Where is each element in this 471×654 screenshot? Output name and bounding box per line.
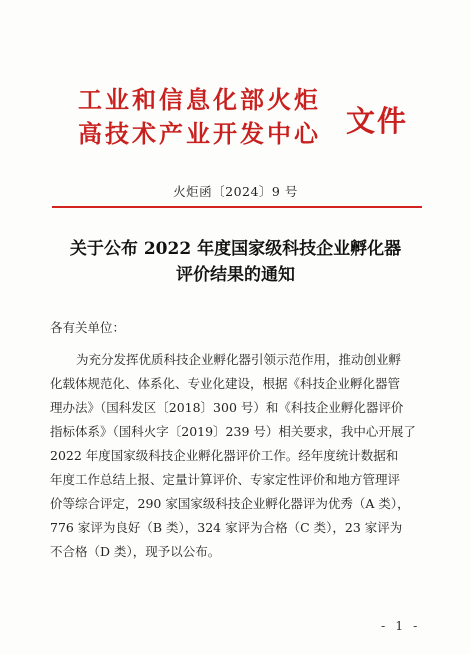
- red-separator-line: [52, 206, 422, 208]
- body-line: 776 家评为良好（B 类），324 家评为合格（C 类），23 家评为: [50, 520, 403, 535]
- body-line: 指标体系》（国科火字〔2019〕239 号）相关要求，我中心开展了: [50, 424, 416, 439]
- body-line: 2022 年度国家级科技企业孵化器评价工作。经年度统计数据和: [50, 448, 399, 463]
- page-number: - 1 -: [381, 618, 421, 633]
- salutation: 各有关单位：: [50, 320, 126, 335]
- title-line-2: 评价结果的通知: [176, 265, 295, 285]
- body-line: 化载体规范化、体系化、专业化建设，根据《科技企业孵化器管: [50, 376, 401, 391]
- document-number: 火炬函〔2024〕9 号: [173, 184, 298, 199]
- document-title: [0, 236, 471, 288]
- body-line: 理办法》（国科发区〔2018〕300 号）和《科技企业孵化器评价: [50, 400, 404, 415]
- issuer-masthead: [78, 83, 338, 151]
- issuer-name-line-2: 高技术产业开发中心: [78, 120, 321, 148]
- body-line: 价等综合评定，290 家国家级科技企业孵化器评为优秀（A 类），: [50, 496, 410, 511]
- issuer-name-line-1: 工业和信息化部火炬: [78, 86, 321, 114]
- body-line: 不合格（D 类），现予以公布。: [50, 544, 221, 559]
- masthead-document-label: 文件: [346, 104, 409, 138]
- body-line: 为充分发挥优质科技企业孵化器引领示范作用，推动创业孵: [76, 352, 402, 367]
- title-line-1: 关于公布 2022 年度国家级科技企业孵化器: [69, 239, 402, 259]
- body-line: 年度工作总结上报、定量计算评价、专家定性评价和地方管理评: [50, 472, 401, 487]
- body-paragraph: [50, 348, 420, 564]
